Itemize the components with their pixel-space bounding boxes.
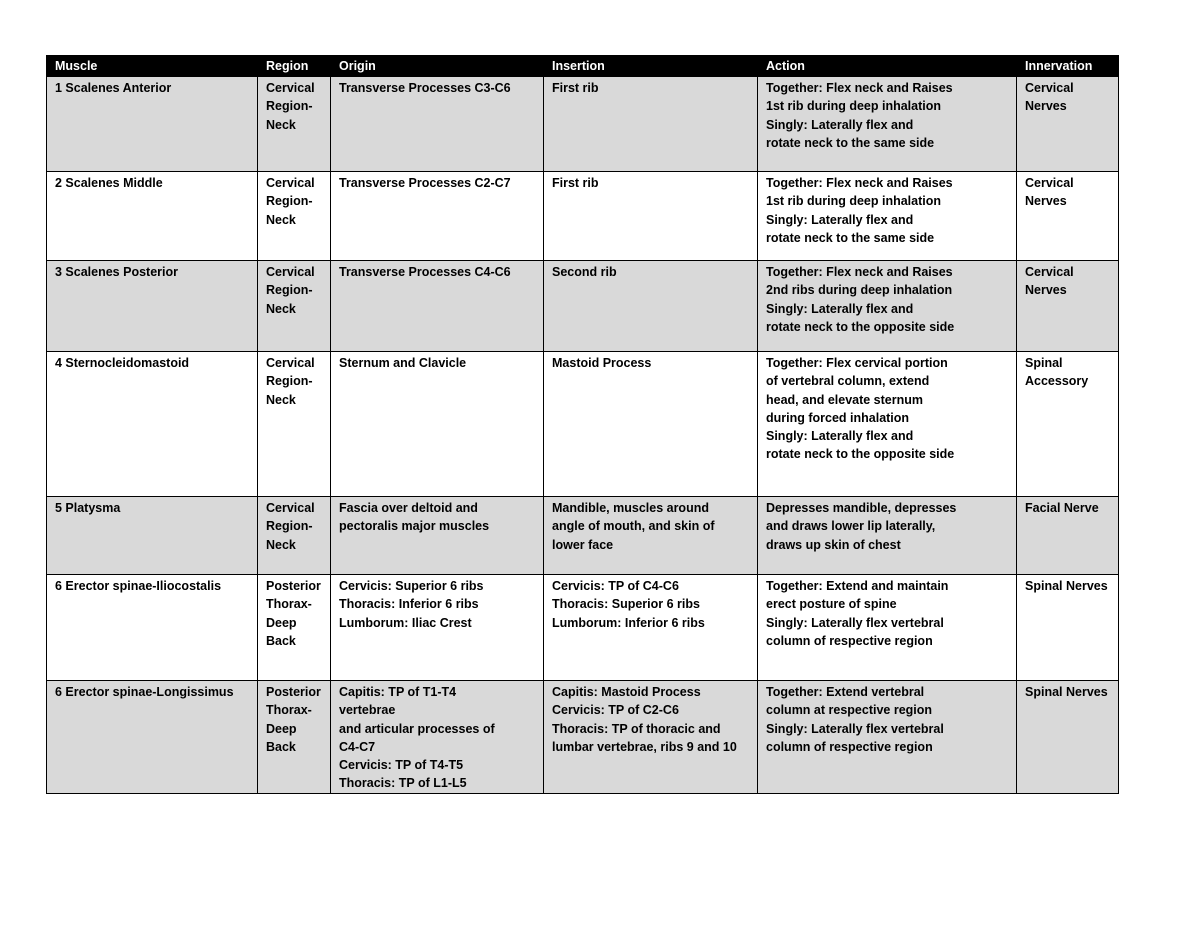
header-row <box>47 56 1119 77</box>
cell-action: Together: Extend vertebral column at respective region Singly: Laterally flex vertebral column of respective region <box>758 681 1017 794</box>
cell-innervation: Cervical Nerves <box>1017 172 1119 261</box>
header-region: Region <box>258 56 331 77</box>
cell-muscle: 1 Scalenes Anterior <box>47 77 258 172</box>
cell-action: Together: Flex neck and Raises 1st rib during deep inhalation Singly: Laterally flex and rotate neck to the same side <box>758 77 1017 172</box>
cell-origin: Cervicis: Superior 6 ribs Thoracis: Inferior 6 ribs Lumborum: Iliac Crest <box>331 575 544 681</box>
cell-muscle: 3 Scalenes Posterior <box>47 261 258 352</box>
cell-innervation: Cervical Nerves <box>1017 261 1119 352</box>
table-row <box>47 497 1119 575</box>
header-insertion: Insertion <box>544 56 758 77</box>
cell-muscle: 2 Scalenes Middle <box>47 172 258 261</box>
cell-insertion: Cervicis: TP of C4-C6 Thoracis: Superior 6 ribs Lumborum: Inferior 6 ribs <box>544 575 758 681</box>
cell-insertion: First rib <box>544 77 758 172</box>
cell-region: Cervical Region- Neck <box>258 77 331 172</box>
header-origin: Origin <box>331 56 544 77</box>
table-row <box>47 77 1119 172</box>
cell-action: Depresses mandible, depresses and draws lower lip laterally, draws up skin of chest <box>758 497 1017 575</box>
cell-region: Posterior Thorax- Deep Back <box>258 681 331 794</box>
table-row <box>47 352 1119 497</box>
cell-origin: Sternum and Clavicle <box>331 352 544 497</box>
table-row <box>47 261 1119 352</box>
cell-insertion: First rib <box>544 172 758 261</box>
cell-action: Together: Flex neck and Raises 1st rib during deep inhalation Singly: Laterally flex and rotate neck to the same side <box>758 172 1017 261</box>
cell-insertion: Mandible, muscles around angle of mouth, and skin of lower face <box>544 497 758 575</box>
cell-innervation: Spinal Accessory <box>1017 352 1119 497</box>
cell-innervation: Spinal Nerves <box>1017 575 1119 681</box>
cell-origin: Transverse Processes C4-C6 <box>331 261 544 352</box>
table-row <box>47 681 1119 794</box>
cell-origin: Fascia over deltoid and pectoralis major muscles <box>331 497 544 575</box>
cell-region: Posterior Thorax- Deep Back <box>258 575 331 681</box>
cell-action: Together: Extend and maintain erect posture of spine Singly: Laterally flex vertebral column of respective region <box>758 575 1017 681</box>
muscle-table <box>46 55 1119 794</box>
cell-muscle: 6 Erector spinae-Iliocostalis <box>47 575 258 681</box>
cell-innervation: Spinal Nerves <box>1017 681 1119 794</box>
header-muscle: Muscle <box>47 56 258 77</box>
cell-region: Cervical Region- Neck <box>258 497 331 575</box>
cell-region: Cervical Region- Neck <box>258 261 331 352</box>
cell-muscle: 6 Erector spinae-Longissimus <box>47 681 258 794</box>
cell-insertion: Capitis: Mastoid Process Cervicis: TP of C2-C6 Thoracis: TP of thoracic and lumbar vertebrae, ribs 9 and 10 <box>544 681 758 794</box>
header-action: Action <box>758 56 1017 77</box>
cell-muscle: 5 Platysma <box>47 497 258 575</box>
cell-origin: Capitis: TP of T1-T4 vertebrae and articular processes of C4-C7 Cervicis: TP of T4-T5 Thoracis: TP of L1-L5 <box>331 681 544 794</box>
cell-action: Together: Flex cervical portion of vertebral column, extend head, and elevate sternum during forced inhalation Singly: Laterally flex and rotate neck to the opposite side <box>758 352 1017 497</box>
cell-insertion: Mastoid Process <box>544 352 758 497</box>
table-row <box>47 172 1119 261</box>
cell-action: Together: Flex neck and Raises 2nd ribs during deep inhalation Singly: Laterally flex and rotate neck to the opposite side <box>758 261 1017 352</box>
header-innervation: Innervation <box>1017 56 1119 77</box>
cell-region: Cervical Region- Neck <box>258 172 331 261</box>
cell-innervation: Facial Nerve <box>1017 497 1119 575</box>
cell-origin: Transverse Processes C2-C7 <box>331 172 544 261</box>
cell-region: Cervical Region- Neck <box>258 352 331 497</box>
cell-origin: Transverse Processes C3-C6 <box>331 77 544 172</box>
cell-muscle: 4 Sternocleidomastoid <box>47 352 258 497</box>
cell-insertion: Second rib <box>544 261 758 352</box>
table-row <box>47 575 1119 681</box>
cell-innervation: Cervical Nerves <box>1017 77 1119 172</box>
